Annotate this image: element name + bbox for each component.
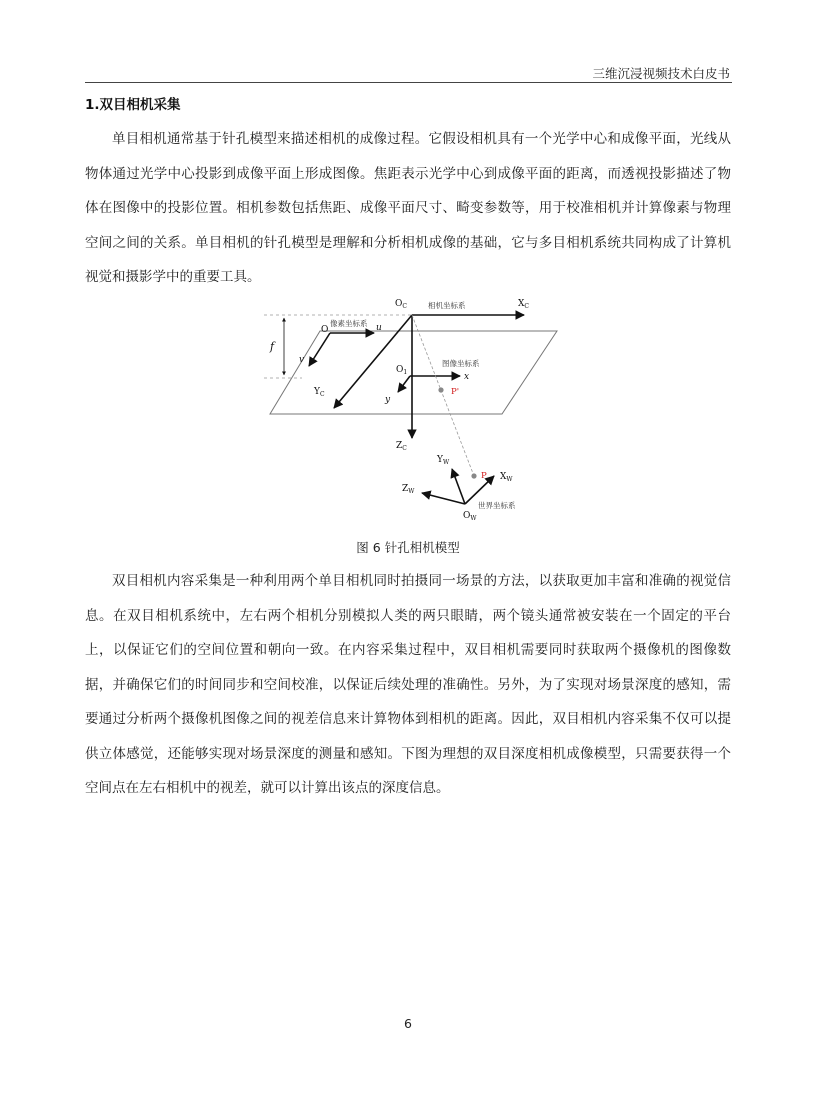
- pinhole-camera-diagram: [262, 296, 562, 522]
- section-heading: 1.双目相机采集: [85, 97, 181, 113]
- label-xc: $X_C$: [518, 299, 530, 310]
- paragraph-binocular: 双目相机内容采集是一种利用两个单目相机同时拍摄同一场景的方法，以获取更加丰富和准确的视觉信息。在双目相机系统中，左右两个相机分别模拟人类的两只眼睛，两个镜头通常被安装在一个固定的平台上，以保证它们的空间位置和朝向一致。在内容采集过程中，双目相机需要同时获取两个摄像机的图像数据，并确保它们的时间同步和空间校准，以保证后续处理的准确性。另外，为了实现对场景深度的感知，需要通过分析两个摄像机图像之间的视差信息来计算物体到相机的距离。因此，双目相机内容采集不仅可以提供立体感觉，还能够实现对场景深度的测量和感知。下图为理想的双目深度相机成像模型，只需要获得一个空间点在左右相机中的视差，就可以计算出该点的深度信息。: [85, 573, 731, 796]
- label-camera-coord: 相机坐标系: [428, 301, 466, 310]
- label-yw: $Y_W$: [437, 455, 450, 466]
- label-p-prime: P': [451, 387, 460, 397]
- label-yc: $Y_C$: [314, 387, 325, 398]
- label-f: f: [270, 340, 275, 353]
- page-header-title: 三维沉浸视频技术白皮书: [592, 66, 730, 81]
- label-o1: $O_1$: [396, 365, 408, 376]
- label-zw: $Z_W$: [402, 484, 415, 495]
- yc-axis: [334, 315, 412, 408]
- label-xw: $X_W$: [500, 472, 513, 483]
- pinhole-camera-figure: [262, 296, 562, 522]
- label-zc: $Z_C$: [396, 441, 407, 452]
- point-p-prime: [438, 387, 443, 392]
- label-y: y: [385, 395, 391, 405]
- label-ow: $O_W$: [463, 511, 477, 522]
- label-image-coord: 图像坐标系: [442, 359, 480, 368]
- zw-axis: [422, 493, 465, 504]
- y-axis: [398, 376, 410, 392]
- label-o: O: [321, 325, 329, 335]
- page-number: 6: [404, 1016, 412, 1031]
- label-world-coord: 世界坐标系: [478, 501, 516, 510]
- image-plane: [270, 331, 557, 414]
- figure-caption: 图 6 针孔相机模型: [356, 540, 460, 555]
- label-v: v: [299, 355, 305, 365]
- xw-axis: [465, 476, 494, 504]
- label-oc: $O_C$: [395, 299, 407, 310]
- label-u: u: [376, 323, 382, 333]
- label-x: x: [464, 372, 470, 382]
- point-p: [471, 473, 476, 478]
- label-p: P: [481, 471, 487, 481]
- header-rule: [85, 82, 732, 83]
- v-axis: [309, 333, 330, 366]
- label-pixel-coord: 像素坐标系: [330, 319, 368, 328]
- projection-ray: [412, 315, 474, 476]
- paragraph-monocular: 单目相机通常基于针孔模型来描述相机的成像过程。它假设相机具有一个光学中心和成像平面，光线从物体通过光学中心投影到成像平面上形成图像。焦距表示光学中心到成像平面的距离，而透视投影描述了物体在图像中的投影位置。相机参数包括焦距、成像平面尺寸、畸变参数等，用于校准相机并计算像素与物理空间之间的关系。单目相机的针孔模型是理解和分析相机成像的基础，它与多目相机系统共同构成了计算机视觉和摄影学中的重要工具。: [85, 131, 731, 285]
- yw-axis: [452, 469, 465, 504]
